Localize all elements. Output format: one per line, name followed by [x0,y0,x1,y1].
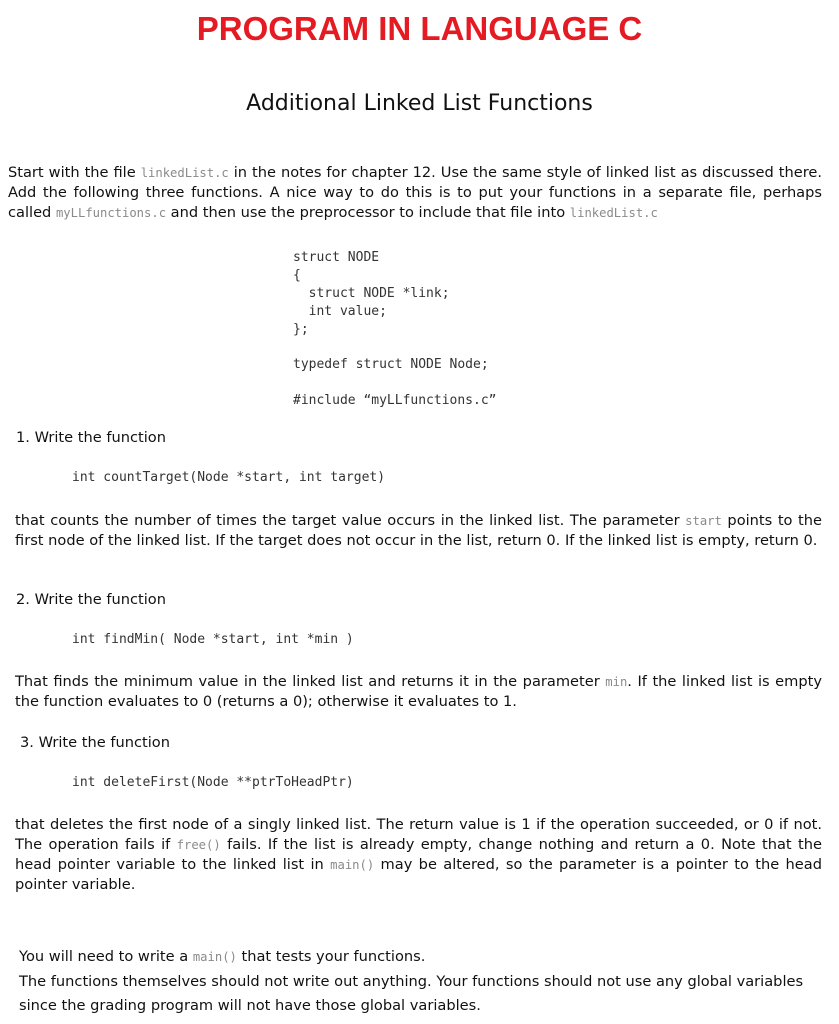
q1-heading [16,429,166,446]
code-line: }; [293,322,309,337]
q3-code-1: free() [176,838,221,852]
intro-paragraph [8,163,822,223]
q2-text-2: . If the linked list is empty the function evaluates to 0 (returns a 0); otherwise it evaluates to 1. [15,673,822,710]
q2-signature: int findMin( Node *start, int *min ) [72,632,354,647]
code-line: { [293,268,301,283]
q3-text-2: fails. If the list is already empty, change nothing and return a 0. Note that the head pointer variable to the linked list in [15,836,822,873]
q1-text-2: points to the first node of the linked list. If the target does not occur in the list, return 0. If the linked list is empty, return 0. [15,512,822,549]
intro-text-2: in the notes for chapter 12. Use the same style of linked list as discussed there. Add the following three functions. A nice way to do this is to put your functions in a separate file, perhaps called [8,164,822,221]
intro-text-1: Start with the file [8,164,141,181]
page-subtitle: Additional Linked List Functions [246,91,593,116]
page-title: PROGRAM IN LANGUAGE C [196,10,643,47]
closing-code: main() [192,950,237,964]
q2-heading [16,591,166,608]
closing-line-2: The functions themselves should not write out anything. Your functions should not use any global variables since the grading program will not have those global variables. [19,973,804,1014]
code-line: #include “myLLfunctions.c” [293,393,497,408]
q3-heading-text: Write the function [33,734,170,751]
q1-signature: int countTarget(Node *start, int target) [72,470,386,485]
q3-heading [20,734,170,751]
code-line: typedef struct NODE Node; [293,357,489,372]
q1-heading-text: Write the function [29,429,166,446]
q1-param: start [685,514,722,528]
code-line: struct NODE [293,250,380,265]
q3-text-3: may be altered, so the parameter is a pointer to the head pointer variable. [15,856,822,893]
intro-text-3: and then use the preprocessor to include that file into [166,204,570,221]
q3-number: 3. [20,734,34,751]
q1-text-1: that counts the number of times the target value occurs in the linked list. The parameter [15,512,686,529]
q2-number: 2. [16,591,30,608]
intro-file-3: linkedList.c [569,206,658,220]
q2-param: min [605,675,628,689]
code-line: struct NODE *link; [293,286,450,301]
intro-file-1: linkedList.c [140,166,229,180]
q1-description [15,511,822,551]
q2-text-1: That finds the minimum value in the linked list and returns it in the parameter [15,673,606,690]
q3-text-1: that deletes the first node of a singly linked list. The return value is 1 if the operation succeeded, or 0 if not. The operation fails if [15,816,822,853]
closing-text-2: that tests your functions. [236,948,426,965]
q3-code-2: main() [330,858,375,872]
intro-file-2: myLLfunctions.c [55,206,167,220]
q2-description [15,672,822,712]
q3-signature: int deleteFirst(Node **ptrToHeadPtr) [72,775,354,790]
code-line: int value; [293,304,387,319]
q3-description [15,815,822,895]
closing-text-1: You will need to write a [19,948,193,965]
q2-heading-text: Write the function [29,591,166,608]
closing-line-1 [19,945,819,969]
q1-number: 1. [16,429,30,446]
